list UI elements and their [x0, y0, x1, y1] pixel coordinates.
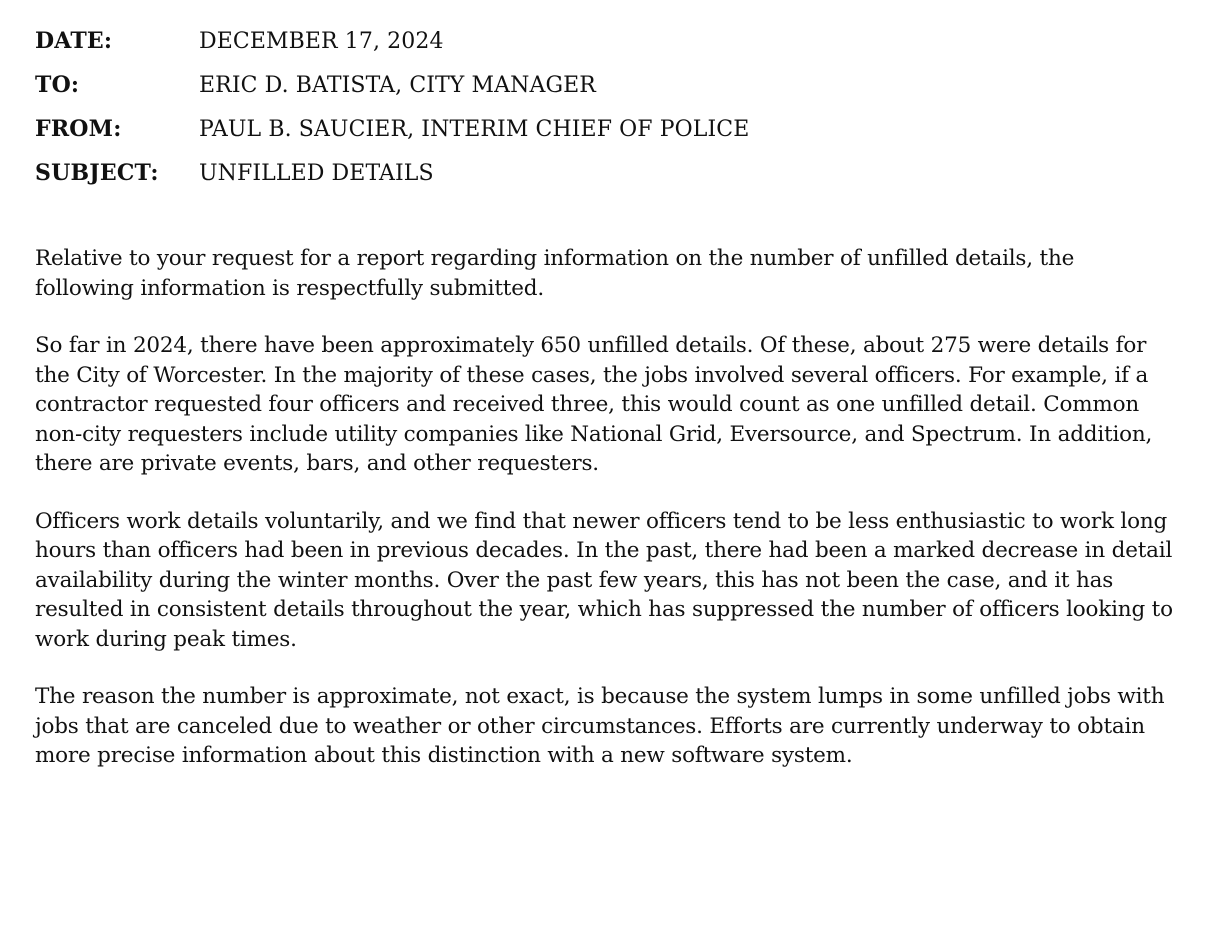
- memo-document: [35, 26, 1185, 799]
- to-value: ERIC D. BATISTA, CITY MANAGER: [199, 73, 596, 98]
- paragraph: So far in 2024, there have been approximately 650 unfilled details. Of these, about 275 were details for the City of Worcester. In the majority of these cases, the jobs involved several officers. For example, if a contractor requested four officers and received three, this would count as one unfilled detail. Common non-city requesters include utility companies like National Grid, Eversource, and Spectrum. In addition, there are private events, bars, and other requesters.: [35, 333, 1153, 476]
- paragraph: Officers work details voluntarily, and we find that newer officers tend to be less enthusiastic to work long hours than officers had been in previous decades. In the past, there had been a marked decrease in detail availability during the winter months. Over the past few years, this has not been the case, and it has resulted in consistent details throughout the year, which has suppressed the number of officers looking to work during peak times.: [35, 508, 1173, 652]
- from-value: PAUL B. SAUCIER, INTERIM CHIEF OF POLICE: [199, 117, 750, 142]
- paragraph: The reason the number is approximate, not exact, is because the system lumps in some unfilled jobs with jobs that are canceled due to weather or other circumstances. Efforts are currently underway to obtain more precise information about this distinction with a new software system.: [35, 684, 1165, 768]
- memo-body: [35, 244, 1185, 771]
- subject-row: [35, 158, 1185, 202]
- subject-label: SUBJECT:: [35, 160, 159, 186]
- to-row: [35, 70, 1185, 114]
- date-value: DECEMBER 17, 2024: [199, 29, 444, 54]
- date-label: DATE:: [35, 28, 113, 54]
- to-label: TO:: [35, 72, 80, 98]
- from-row: [35, 114, 1185, 158]
- subject-value: UNFILLED DETAILS: [199, 161, 434, 186]
- date-row: [35, 26, 1185, 70]
- from-label: FROM:: [35, 116, 122, 142]
- paragraph: Relative to your request for a report regarding information on the number of unfilled details, the following information is respectfully submitted.: [35, 246, 1075, 301]
- memo-header: [35, 26, 1185, 202]
